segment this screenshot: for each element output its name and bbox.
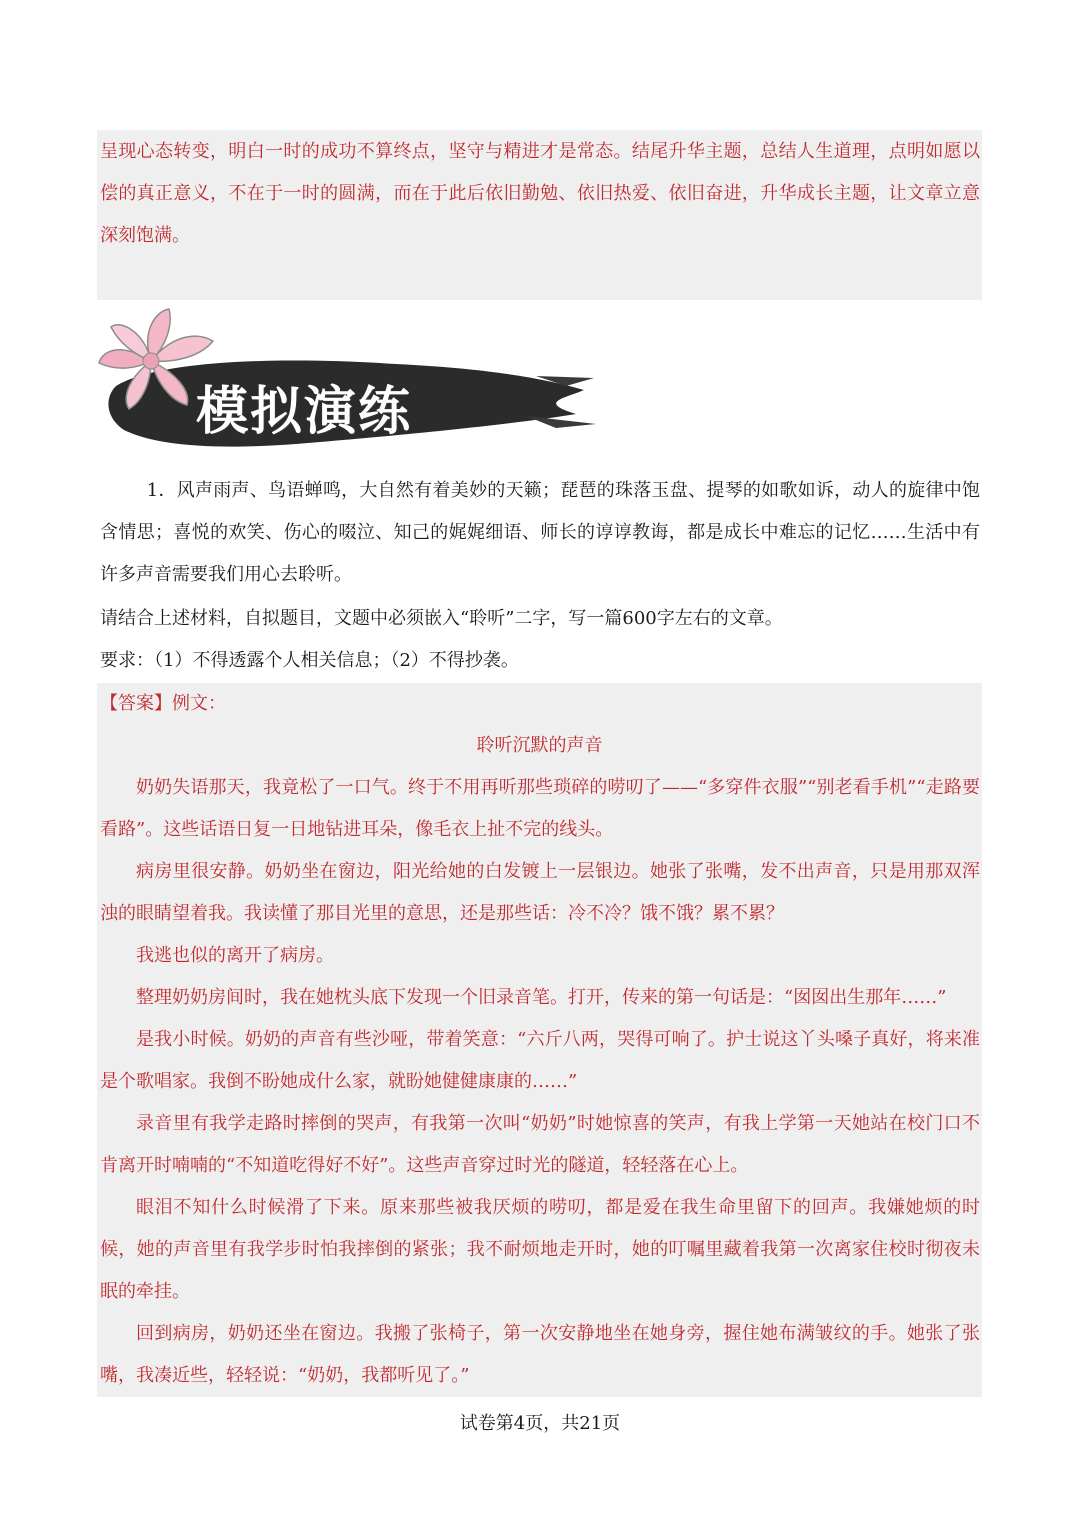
answer-label: 【答案】例文： xyxy=(100,693,226,714)
question-instruction: 请结合上述材料，自拟题目，文题中必须嵌入“聆听”二字，写一篇600字左右的文章。 xyxy=(100,608,783,629)
essay-paragraph: 录音里有我学走路时摔倒的哭声，有我第一次叫“奶奶”时她惊喜的笑声，有我上学第一天她站在校门口不肯离开时喃喃的“不知道吃得好不好”。这些声音穿过时光的隧道，轻轻落在心上。 xyxy=(100,1113,980,1176)
essay-paragraph: 是我小时候。奶奶的声音有些沙哑，带着笑意：“六斤八两，哭得可响了。护士说这丫头嗓子真好，将来准是个歌唱家。我倒不盼她成什么家，就盼她健健康康的……” xyxy=(100,1029,980,1092)
essay-paragraph: 整理奶奶房间时，我在她枕头底下发现一个旧录音笔。打开，传来的第一句话是：“囡囡出生那年……” xyxy=(136,987,947,1008)
essay-paragraph: 回到病房，奶奶还坐在窗边。我搬了张椅子，第一次安静地坐在她身旁，握住她布满皱纹的手。她张了张嘴，我凑近些，轻轻说：“奶奶，我都听见了。” xyxy=(100,1323,980,1386)
essay-paragraph: 眼泪不知什么时候滑了下来。原来那些被我厌烦的唠叨，都是爱在我生命里留下的回声。我嫌她烦的时候，她的声音里有我学步时怕我摔倒的紧张；我不耐烦地走开时，她的叮嘱里藏着我第一次离家住校时彻夜未眠的牵挂。 xyxy=(100,1197,980,1302)
essay-title: 聆听沉默的声音 xyxy=(476,735,603,756)
essay-body xyxy=(100,767,980,1397)
page-footer: 试卷第4页，共21页 xyxy=(459,1413,621,1434)
question-requirement: 要求：（1）不得透露个人相关信息；（2）不得抄袭。 xyxy=(100,650,519,671)
question-prompt: 1．风声雨声、鸟语蝉鸣，大自然有着美妙的天籁；琵琶的珠落玉盘、提琴的如歌如诉，动人的旋律中饱含情思；喜悦的欢笑、伤心的啜泣、知己的娓娓细语、师长的谆谆教诲，都是成长中难忘的记忆……生活中有许多声音需要我们用心去聆听。 xyxy=(100,480,980,585)
analysis-text: 呈现心态转变，明白一时的成功不算终点，坚守与精进才是常态。结尾升华主题，总结人生道理，点明如愿以偿的真正意义，不在于一时的圆满，而在于此后依旧勤勉、依旧热爱、依旧奋进，升华成长主题，让文章立意深刻饱满。 xyxy=(100,141,980,246)
essay-paragraph: 我逃也似的离开了病房。 xyxy=(136,945,334,966)
essay-paragraph: 病房里很安静。奶奶坐在窗边，阳光给她的白发镀上一层银边。她张了张嘴，发不出声音，只是用那双浑浊的眼睛望着我。我读懂了那目光里的意思，还是那些话：冷不冷？饿不饿？累不累？ xyxy=(100,861,980,924)
essay-paragraph: 奶奶失语那天，我竟松了一口气。终于不用再听那些琐碎的唠叨了——“多穿件衣服”“别老看手机”“走路要看路”。这些话语日复一日地钻进耳朵，像毛衣上扯不完的线头。 xyxy=(100,777,980,840)
section-title: 模拟演练 xyxy=(196,382,413,442)
